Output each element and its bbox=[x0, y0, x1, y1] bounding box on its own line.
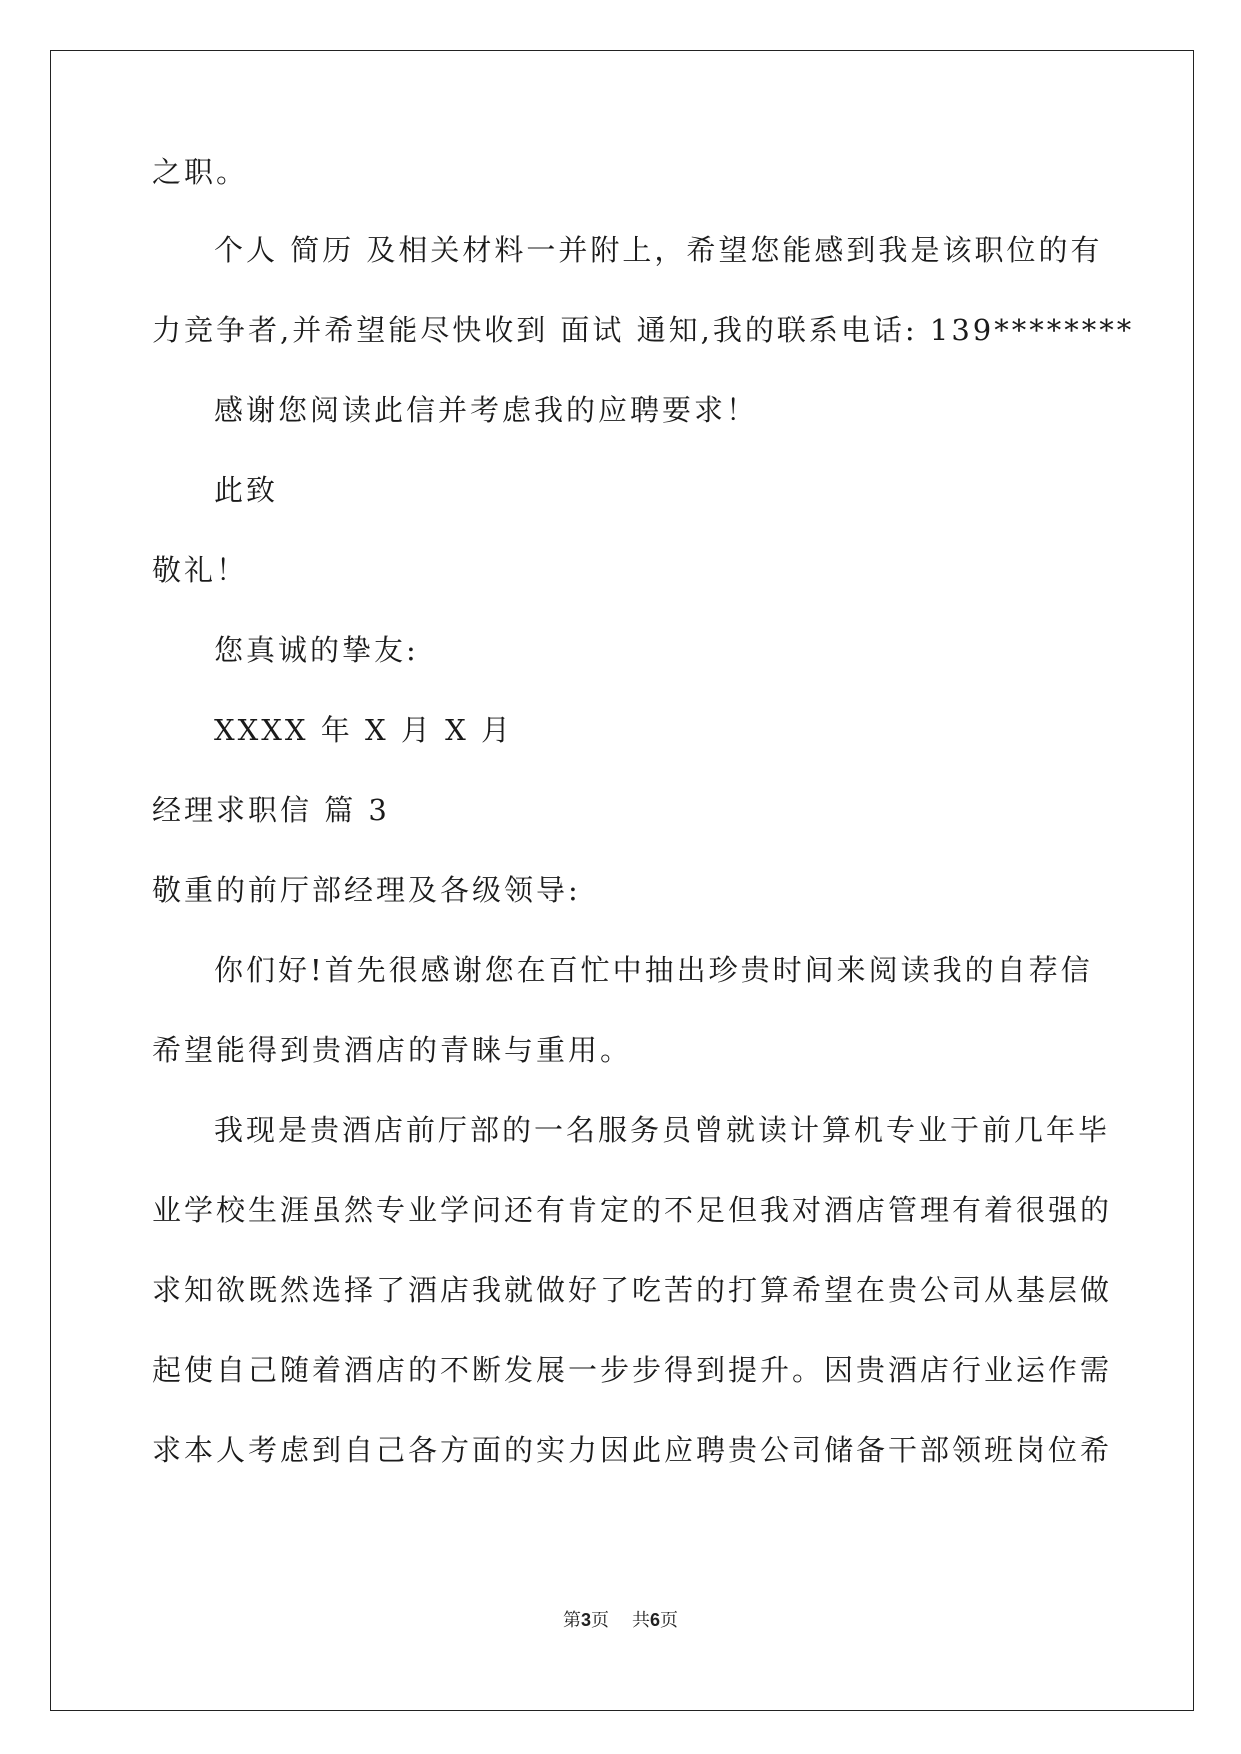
text-line: 敬礼！ bbox=[152, 553, 249, 587]
text-line: 此致 bbox=[214, 473, 279, 507]
text-line: 求本人考虑到自己各方面的实力因此应聘贵公司储备干部领班岗位希 bbox=[152, 1433, 1113, 1467]
text-line: 希望能得到贵酒店的青睐与重用。 bbox=[152, 1033, 633, 1067]
text-line: 起使自己随着酒店的不断发展一步步得到提升。因贵酒店行业运作需 bbox=[152, 1353, 1113, 1387]
text-line: 您真诚的挚友: bbox=[214, 633, 419, 667]
text-line: 求知欲既然选择了酒店我就做好了吃苦的打算希望在贵公司从基层做 bbox=[152, 1273, 1113, 1307]
text-line: 我现是贵酒店前厅部的一名服务员曾就读计算机专业于前几年毕 bbox=[214, 1113, 1111, 1147]
total-prefix: 共 bbox=[631, 1610, 650, 1631]
current-page-number: 3 bbox=[581, 1610, 592, 1630]
page-prefix: 第 bbox=[563, 1610, 582, 1631]
salutation: 敬重的前厅部经理及各级领导: bbox=[152, 873, 581, 907]
text-line: 之职。 bbox=[152, 155, 249, 189]
text-line: 力竞争者,并希望能尽快收到 面试 通知,我的联系电话: 139******** bbox=[152, 313, 1135, 347]
text-line: 个人 简历 及相关材料一并附上，希望您能感到我是该职位的有 bbox=[214, 233, 1103, 267]
section-heading: 经理求职信 篇 3 bbox=[152, 793, 390, 827]
page-footer bbox=[0, 1608, 1241, 1633]
text-line: 你们好!首先很感谢您在百忙中抽出珍贵时间来阅读我的自荐信 bbox=[214, 953, 1093, 987]
text-line: 感谢您阅读此信并考虑我的应聘要求！ bbox=[214, 393, 759, 427]
total-suffix: 页 bbox=[659, 1610, 678, 1631]
total-page-number: 6 bbox=[649, 1610, 660, 1630]
text-line: 业学校生涯虽然专业学问还有肯定的不足但我对酒店管理有着很强的 bbox=[152, 1193, 1113, 1227]
text-line: XXXX 年 X 月 X 月 bbox=[214, 713, 513, 747]
page-suffix: 页 bbox=[591, 1610, 610, 1631]
